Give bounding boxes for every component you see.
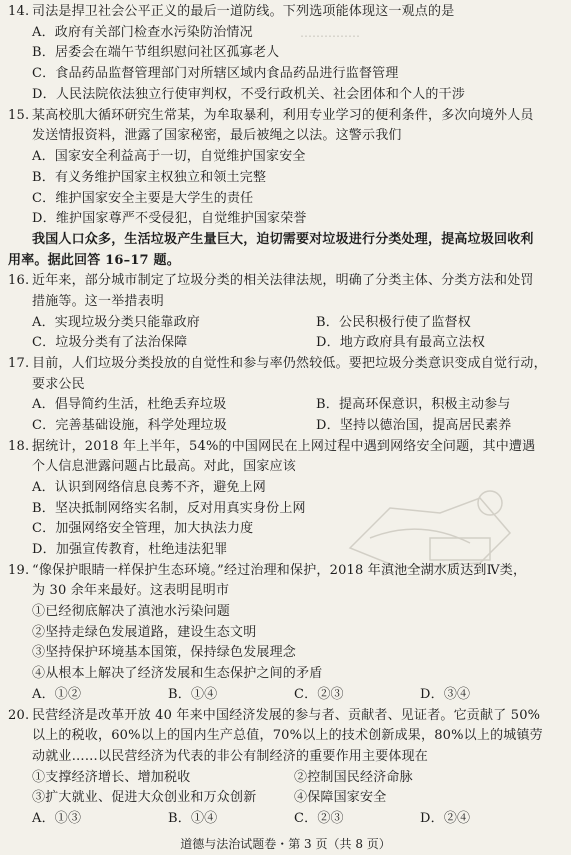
material-note-line1: 我国人口众多，生活垃圾产生量巨大，迫切需要对垃圾进行分类处理，提高垃圾回收利 bbox=[32, 232, 534, 247]
question-16-number: 16. bbox=[8, 273, 30, 288]
q17-option-c: C．完善基础设施，科学处理垃圾 bbox=[32, 418, 227, 433]
q20-statement-4: ④保障国家安全 bbox=[294, 790, 387, 805]
q17-option-b: B．提高环保意识，积极主动参与 bbox=[316, 397, 511, 412]
question-16-stem-line2: 措施等。这一举措表明 bbox=[32, 294, 165, 309]
question-19-stem-line2: 为 30 余年来最好。这表明昆明市 bbox=[32, 583, 230, 598]
q20-choice-c: C．②③ bbox=[294, 811, 344, 826]
question-18-stem-line2: 个人信息泄露问题占比最高。对此，国家应该 bbox=[32, 459, 297, 474]
question-14-stem: 司法是捍卫社会公平正义的最后一道防线。下列选项能体现这一观点的是 bbox=[32, 4, 455, 19]
question-19-number: 19. bbox=[8, 563, 30, 578]
q19-statement-3: ③坚持保护环境基本国策，保持绿色发展理念 bbox=[32, 645, 297, 660]
q19-statement-4: ④从根本上解决了经济发展和生态保护之间的矛盾 bbox=[32, 666, 323, 681]
q15-option-d: D．维护国家尊严不受侵犯，自觉维护国家荣誉 bbox=[32, 211, 307, 226]
q19-choice-c: C．②③ bbox=[294, 687, 344, 702]
material-note-line2: 用率。据此回答 16–17 题。 bbox=[8, 253, 180, 268]
q17-option-a: A．倡导简约生活，杜绝丢弃垃圾 bbox=[32, 397, 227, 412]
q15-option-b: B．有义务维护国家主权独立和领土完整 bbox=[32, 170, 267, 185]
q20-choice-a: A．①③ bbox=[32, 811, 82, 826]
question-17-number: 17. bbox=[8, 356, 30, 371]
q19-choice-b: B．①④ bbox=[168, 687, 218, 702]
q16-option-d: D．地方政府具有最高立法权 bbox=[316, 335, 486, 350]
question-15-number: 15. bbox=[8, 108, 30, 123]
q20-statement-2: ②控制国民经济命脉 bbox=[294, 770, 413, 785]
q20-statement-1: ①支撑经济增长、增加税收 bbox=[32, 770, 191, 785]
q19-choice-a: A．①② bbox=[32, 687, 82, 702]
q14-option-d: D．人民法院依法独立行使审判权，不受行政机关、社会团体和个人的干涉 bbox=[32, 87, 466, 102]
q14-option-c: C．食品药品监督管理部门对所辖区域内食品药品进行监督管理 bbox=[32, 66, 399, 81]
q18-option-b: B．坚决抵制网络实名制，反对用真实身份上网 bbox=[32, 501, 306, 516]
question-15-stem-line1: 某高校肌大循环研究生常某，为牟取暴利，利用专业学习的便利条件，多次向境外人员 bbox=[32, 108, 534, 123]
q18-option-d: D．加强宣传教育，杜绝违法犯罪 bbox=[32, 542, 228, 557]
q18-option-c: C．加强网络安全管理，加大执法力度 bbox=[32, 521, 254, 536]
q19-statement-2: ②坚持走绿色发展道路，建设生态文明 bbox=[32, 625, 257, 640]
q15-option-a: A．国家安全利益高于一切，自觉维护国家安全 bbox=[32, 149, 306, 164]
question-18-number: 18. bbox=[8, 439, 30, 454]
q20-choice-b: B．①④ bbox=[168, 811, 218, 826]
question-20-stem-line3: 动就业……以民营经济为代表的非公有制经济的重要作用主要体现在 bbox=[32, 749, 429, 764]
q15-option-c: C．维护国家安全主要是大学生的责任 bbox=[32, 191, 254, 206]
q16-option-b: B．公民积极行使了监督权 bbox=[316, 315, 471, 330]
q14-option-a: A．政府有关部门检查水污染防治情况 bbox=[32, 25, 253, 40]
question-15-stem-line2: 发送情报资料，泄露了国家秘密，最后被绳之以法。这警示我们 bbox=[32, 128, 402, 143]
question-16-stem-line1: 近年来，部分城市制定了垃圾分类的相关法律法规，明确了分类主体、分类方法和处罚 bbox=[32, 273, 534, 288]
question-19-stem-line1: “像保护眼睛一样保护生态环境。”经过治理和保护，2018 年滇池全湖水质达到Ⅳ类， bbox=[32, 563, 527, 578]
q17-option-d: D．坚持以德治国，提高居民素养 bbox=[316, 418, 512, 433]
question-18-stem-line1: 据统计，2018 年上半年，54%的中国网民在上网过程中遇到网络安全问题，其中遭遇 bbox=[32, 439, 536, 454]
question-20-stem-line2: 以上的税收，60%以上的国内生产总值，70%以上的技术创新成果，80%以上的城镇劳 bbox=[32, 728, 543, 743]
q20-statement-3: ③扩大就业、促进大众创业和万众创新 bbox=[32, 790, 257, 805]
question-14-number: 14. bbox=[8, 4, 30, 19]
q16-option-a: A．实现垃圾分类只能靠政府 bbox=[32, 315, 200, 330]
page-footer: 道德与法治试题卷・第 3 页（共 8 页） bbox=[180, 837, 391, 851]
q18-option-a: A．认识到网络信息良莠不齐，避免上网 bbox=[32, 480, 266, 495]
q14-option-b: B．居委会在端午节组织慰问社区孤寡老人 bbox=[32, 45, 280, 60]
q16-option-c: C．垃圾分类有了法治保障 bbox=[32, 335, 188, 350]
q19-statement-1: ①已经彻底解决了滇池水污染问题 bbox=[32, 604, 231, 619]
show-through-text: …………… bbox=[300, 26, 360, 40]
question-17-stem-line1: 目前，人们垃圾分类投放的自觉性和参与率仍然较低。要把垃圾分类意识变成自觉行动， bbox=[32, 356, 547, 371]
question-17-stem-line2: 要求公民 bbox=[32, 377, 85, 392]
q20-choice-d: D．②④ bbox=[420, 811, 471, 826]
question-20-stem-line1: 民营经济是改革开放 40 年来中国经济发展的参与者、贡献者、见证者。它贡献了 50% bbox=[32, 708, 541, 723]
q19-choice-d: D．③④ bbox=[420, 687, 471, 702]
question-20-number: 20. bbox=[8, 708, 30, 723]
